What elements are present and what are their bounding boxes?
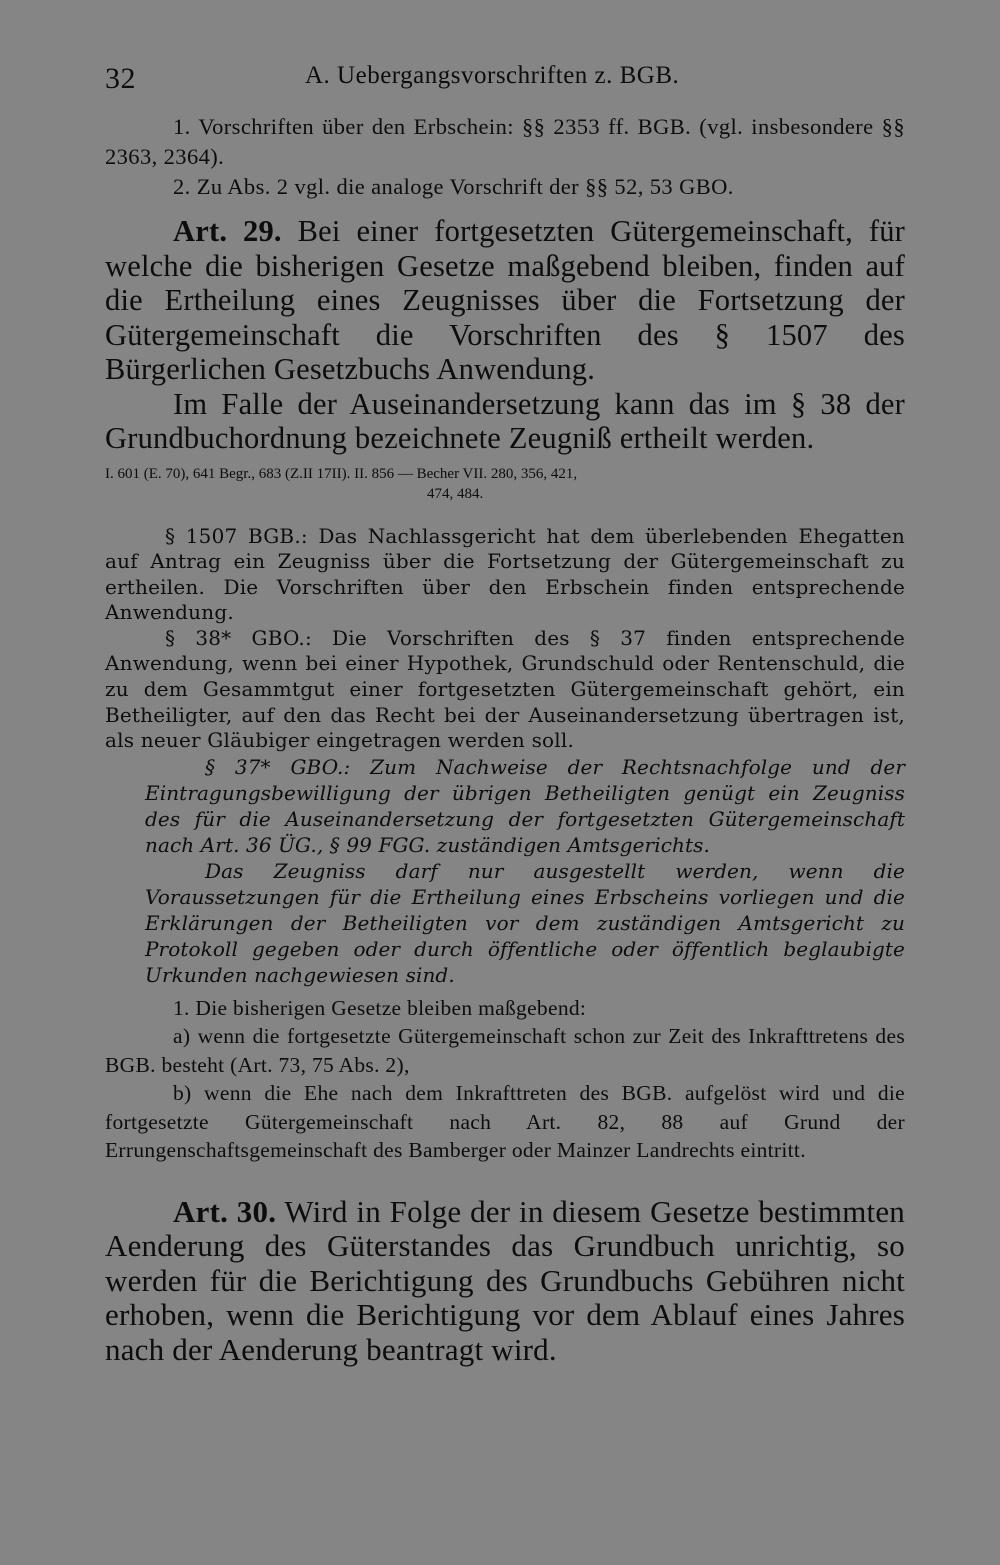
quoted-provisions bbox=[105, 524, 905, 754]
quote-paragraph: § 1507 BGB.: Das Nachlassgericht hat dem überlebenden Ehegatten auf Antrag ein Zeugniss über die Fortsetzung der Gütergemeinschaft zu ertheilen. Die Vorschriften über den Erbschein finden entsprechende Anwendung. bbox=[105, 523, 905, 625]
article-29-text: Bei einer fortgesetzten Gütergemeinschaft, für welche die bisherigen Gesetze maßgebend bleiben, finden auf die Ertheilung eines Zeugnisses über die Fortsetzung der Gütergemeinschaft die Vorschriften des § 1507 des Bürgerlichen Gesetzbuchs Anwendung. bbox=[105, 214, 905, 386]
references bbox=[105, 464, 905, 504]
article-30-text: Wird in Folge der in diesem Gesetze bestimmten Aenderung des Güterstandes das Grundbuch unrichtig, so werden für die Berichtigung des Grundbuchs Gebühren nicht erhoben, wenn die Berichtigung vor dem Ablauf eines Jahres nach der Aenderung beantragt wird. bbox=[105, 1193, 906, 1367]
article-29-para-1 bbox=[105, 214, 905, 387]
italic-quote-paragraph: Das Zeugniss darf nur ausgestellt werden, wenn die Voraussetzungen für die Ertheilung eines Erbscheins vorliegen und die Erklärungen der Betheiligten vor dem zuständigen Amtsgericht zu Protokoll gegeben oder durch öffentliche oder öffentlich beglaubigte Urkunden nachgewiesen sind. bbox=[145, 858, 905, 987]
article-29-para-2: Im Falle der Auseinandersetzung kann das im § 38 der Grundbuchordnung bezeichnete Zeugniß ertheilt werden. bbox=[105, 386, 905, 455]
article-30-label: Art. 30. bbox=[173, 1193, 277, 1229]
quote-paragraph: § 38* GBO.: Die Vorschriften des § 37 finden entsprechende Anwendung, wenn bei einer Hypothek, Grundschuld oder Rentenschuld, die zu dem Gesammtgut einer fortgesetzten Gütergemeinschaft gehört, ein Betheiligter, auf den das Recht bei der Auseinandersetzung übertragen ist, als neuer Gläubiger eingetragen werden soll. bbox=[105, 625, 905, 753]
running-title: A. Uebergangsvorschriften z. BGB. bbox=[305, 62, 680, 89]
page-header bbox=[105, 62, 905, 112]
note-paragraph: b) wenn die Ehe nach dem Inkrafttreten des BGB. aufgelöst wird und die fortgesetzte Gütergemeinschaft nach Art. 82, 88 auf Grund der Errungenschaftsgemeinschaft des Bamberger oder Mainzer Landrechts eintritt. bbox=[105, 1081, 905, 1163]
page-number: 32 bbox=[105, 62, 136, 95]
quoted-provisions-italic bbox=[105, 754, 905, 988]
note-paragraph: a) wenn die fortgesetzte Gütergemeinschaft schon zur Zeit des Inkrafttretens des BGB. besteht (Art. 73, 75 Abs. 2), bbox=[105, 1024, 905, 1077]
article-29 bbox=[105, 214, 905, 456]
note-paragraph: 1. Vorschriften über den Erbschein: §§ 2353 ff. BGB. (vgl. insbesondere §§ 2363, 2364). bbox=[105, 114, 905, 169]
note-paragraph: 1. Die bisherigen Gesetze bleiben maßgebend: bbox=[173, 995, 587, 1020]
article-30 bbox=[105, 1195, 905, 1368]
note-paragraph: 2. Zu Abs. 2 vgl. die analoge Vorschrift der §§ 52, 53 GBO. bbox=[173, 174, 734, 199]
article-30-para bbox=[105, 1195, 905, 1368]
italic-quote-paragraph: § 37* GBO.: Zum Nachweise der Rechtsnachfolge und der Eintragungsbewilligung der übrigen Betheiligten genügt ein Zeugniss des für die Auseinandersetzung der fortgesetzten Gütergemeinschaft nach Art. 36 ÜG., § 99 FGG. zuständigen Amtsgerichts. bbox=[145, 754, 905, 857]
notes-top bbox=[105, 112, 905, 202]
references-line-2: 474, 484. bbox=[427, 485, 484, 502]
references-line-1: I. 601 (E. 70), 641 Begr., 683 (Z.II 17II). II. 856 — Becher VII. 280, 356, 421, bbox=[105, 465, 578, 482]
notes-mid bbox=[105, 994, 905, 1165]
article-29-label: Art. 29. bbox=[173, 214, 282, 248]
